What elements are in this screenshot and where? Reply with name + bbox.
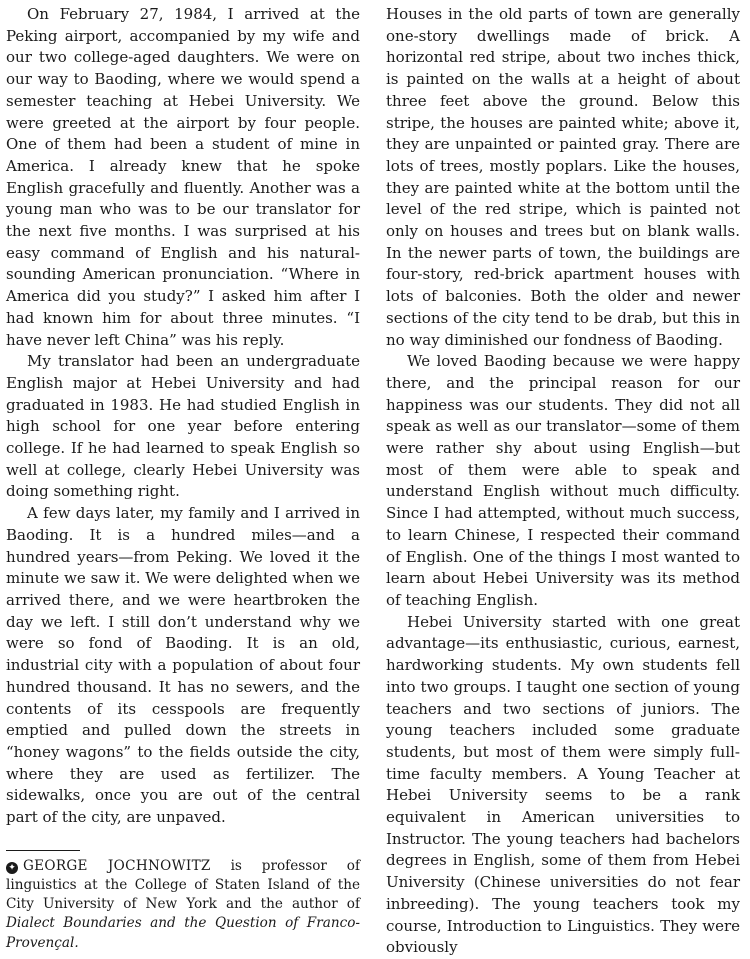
footnote-author: GEORGE JOCHNOWITZ: [23, 857, 211, 874]
paragraph: A few days later, my family and I arrived in Baoding. It is a hundred miles—and a hundred years—from Peking. We loved it the minute we saw it. We were delighted when we arrived there, and we were heartbroken the day we left. I still don’t understand why we were so fond of Baoding. It is an old, industrial city with a population of about four hundred thousand. It has no sewers, and the contents of its cesspools are frequently emptied and pulled down the streets in “honey wagons” to the fields outside the city, where they are used as fertilizer. The sidewalks, once you are out of the central part of the city, are unpaved.: [6, 504, 360, 827]
right-column: [386, 4, 740, 959]
footnote-book-title: Dialect Boundaries and the Question of Franco-Provençal.: [6, 915, 360, 951]
paragraph: Hebei University started with one great advantage—its enthusiastic, curious, earnest, hardworking students. My own students fell into two groups. I taught one section of young teachers and two sections of juniors. The young teachers included some graduate students, but most of them were simply full-time faculty members. A Young Teacher at Hebei University seems to be a rank equivalent in American universities to Instructor. The young teachers had bachelors degrees in English, some of them from Hebei University (Chinese universities do not fear inbreeding). The young teachers took my course, Introduction to Linguistics. They were obviously: [386, 612, 740, 957]
footnote-text: is professor of linguistics at the College of Staten Island of the City University of New York and the author of: [6, 857, 360, 913]
footnote-divider: [6, 850, 80, 851]
author-footnote: [6, 857, 360, 953]
paragraph: On February 27, 1984, I arrived at the Peking airport, accompanied by my wife and our two college-aged daughters. We were on our way to Baoding, where we would spend a semester teaching at Hebei University. We were greeted at the airport by four people. One of them had been a student of mine in America. I already knew that he spoke English gracefully and fluently. Another was a young man who was to be our translator for the next five months. I was surprised at his easy command of English and his natural-sounding American pronunciation. “Where in America did you study?” I asked him after I had known him for about three minutes. “I have never left China” was his reply.: [6, 5, 360, 349]
paragraph: My translator had been an undergraduate English major at Hebei University and had graduated in 1983. He had studied English in high school for one year before entering college. If he had learned to speak English so well at college, clearly Hebei University was doing something right.: [6, 352, 360, 501]
left-column: [6, 4, 360, 953]
footnote-bullet-icon: ✦: [6, 862, 18, 874]
paragraph: We loved Baoding because we were happy there, and the principal reason for our happiness was our students. They did not all speak as well as our translator—some of them were rather shy about using English—but most of them were able to speak and understand English without much difficulty. Since I had attempted, without much success, to learn Chinese, I respected their command of English. One of the things I most wanted to learn about Hebei University was its method of teaching English.: [386, 352, 740, 609]
paragraph: Houses in the old parts of town are generally one-story dwellings made of brick. A horizontal red stripe, about two inches thick, is painted on the walls at a height of about three feet above the ground. Below this stripe, the houses are painted white; above it, they are unpainted or painted gray. There are lots of trees, mostly poplars. Like the houses, they are painted white at the bottom until the level of the red stripe, which is painted not only on houses and trees but on blank walls. In the newer parts of town, the buildings are four-story, red-brick apartment houses with lots of balconies. Both the older and newer sections of the city tend to be drab, but this in no way diminished our fondness of Baoding.: [386, 5, 740, 349]
